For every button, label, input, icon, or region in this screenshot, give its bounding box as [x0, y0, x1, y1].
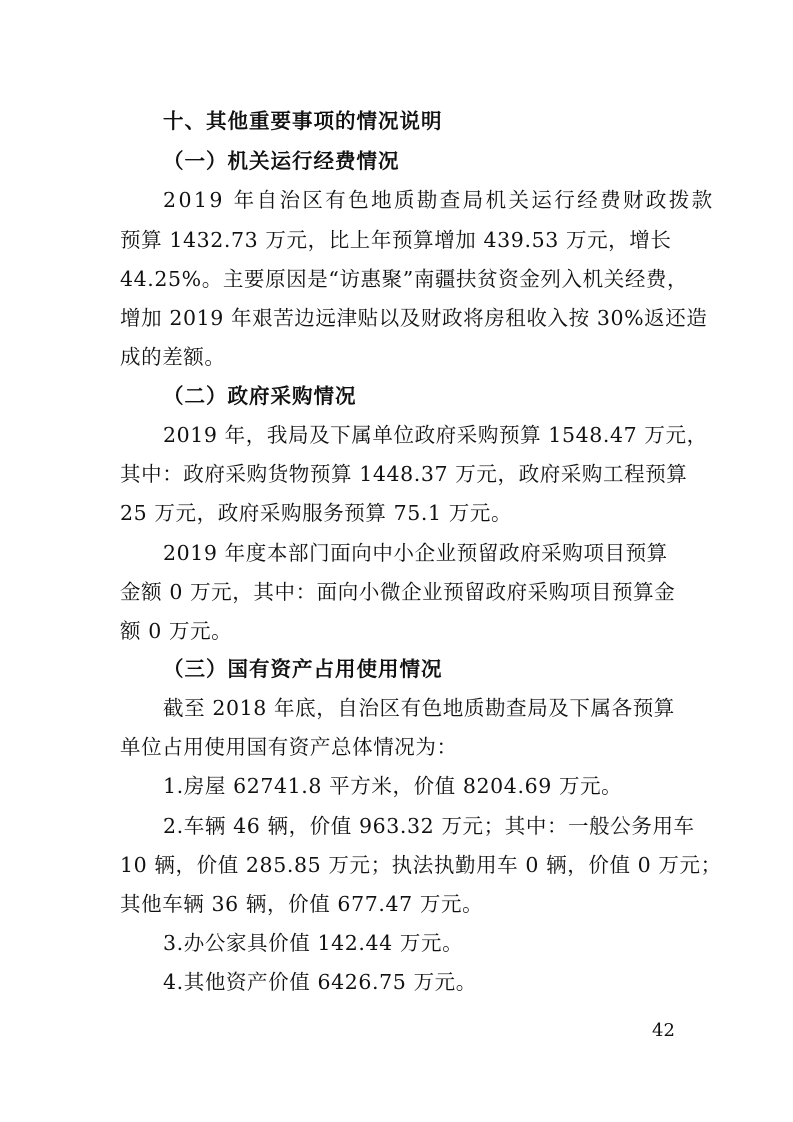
paragraph-line: 预算 1432.73 万元，比上年预算增加 439.53 万元，增长 — [120, 228, 672, 252]
paragraph-line: 截至 2018 年底，自治区有色地质勘查局及下属各预算 — [163, 696, 675, 720]
asset-item-other: 4.其他资产价值 6426.75 万元。 — [163, 970, 477, 994]
paragraph-line: 成的差额。 — [120, 345, 226, 369]
section-heading: 十、其他重要事项的情况说明 — [163, 109, 443, 133]
paragraph-line: 10 辆，价值 285.85 万元；执法执勤用车 0 辆，价值 0 万元； — [120, 853, 722, 877]
paragraph-line: 2019 年，我局及下属单位政府采购预算 1548.47 万元， — [163, 423, 708, 447]
paragraph-line: 2019 年自治区有色地质勘查局机关运行经费财政拨款 — [163, 188, 715, 212]
subsection-heading-operating-costs: （一）机关运行经费情况 — [163, 149, 400, 173]
subsection-heading-state-assets: （三）国有资产占用使用情况 — [163, 657, 443, 681]
paragraph-line: 其他车辆 36 辆，价值 677.47 万元。 — [120, 892, 484, 916]
page-number: 42 — [652, 1020, 675, 1041]
paragraph-line: 单位占用使用国有资产总体情况为： — [120, 735, 458, 759]
paragraph-line: 44.25%。主要原因是“访惠聚”南疆扶贫资金列入机关经费， — [120, 267, 689, 291]
paragraph-line: 金额 0 万元，其中：面向小微企业预留政府采购项目预算金 — [120, 580, 676, 604]
paragraph-line: 2019 年度本部门面向中小企业预留政府采购项目预算 — [163, 541, 668, 565]
paragraph-line: 增加 2019 年艰苦边远津贴以及财政将房租收入按 30%返还造 — [120, 306, 708, 330]
asset-item-housing: 1.房屋 62741.8 平方米，价值 8204.69 万元。 — [163, 774, 623, 798]
paragraph-line: 其中：政府采购货物预算 1448.37 万元，政府采购工程预算 — [120, 462, 688, 486]
paragraph-line: 25 万元，政府采购服务预算 75.1 万元。 — [120, 501, 513, 525]
paragraph-line: 额 0 万元。 — [120, 619, 233, 643]
asset-item-furniture: 3.办公家具价值 142.44 万元。 — [163, 931, 464, 955]
subsection-heading-procurement: （二）政府采购情况 — [163, 384, 357, 408]
asset-item-vehicles: 2.车辆 46 辆，价值 963.32 万元；其中：一般公务用车 — [163, 814, 695, 838]
